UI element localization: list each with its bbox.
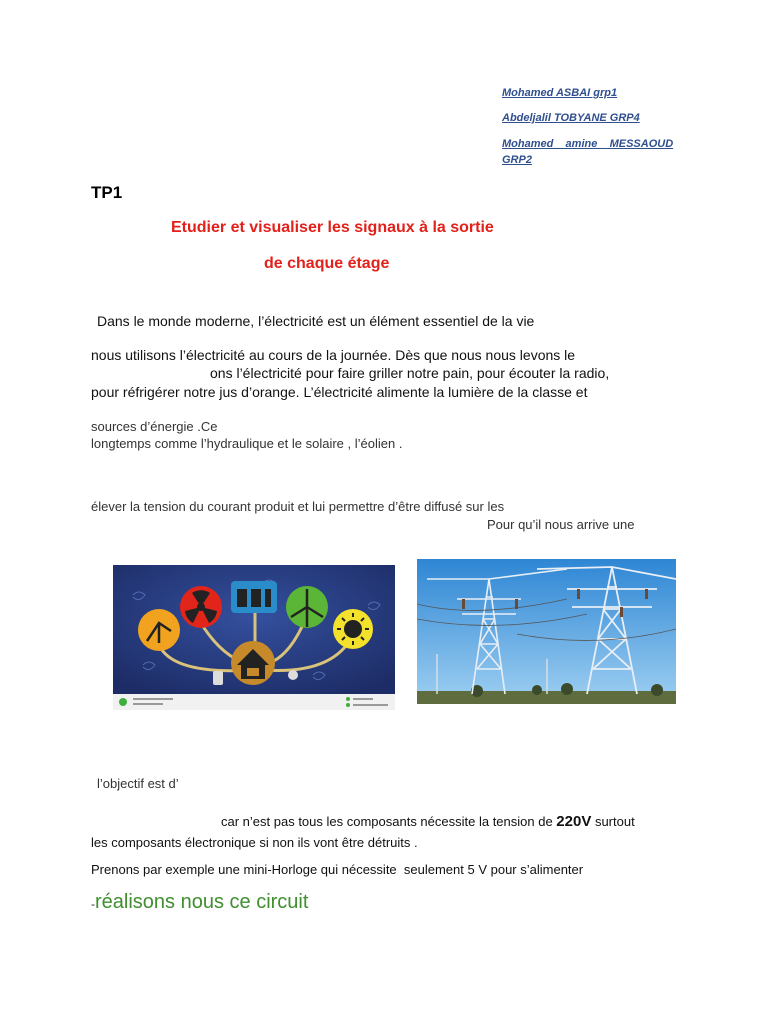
paragraph-6-line-1 <box>221 813 635 830</box>
section-heading-dash: - <box>91 897 95 911</box>
energy-sources-illustration <box>113 565 395 694</box>
paragraph-2-line-2: ons l’électricité pour faire griller notre pain, pour écouter la radio, <box>210 365 610 381</box>
voltage-220v: 220V <box>556 813 592 830</box>
paragraph-3-line-2: longtemps comme l’hydraulique et le solaire , l’éolien . <box>91 436 403 451</box>
paragraph-1: Dans le monde moderne, l’électricité est un élément essentiel de la vie <box>97 313 535 329</box>
energy-sources-image <box>113 565 395 694</box>
power-station-image <box>417 559 676 704</box>
paragraph-4-line-1: élever la tension du courant produit et lui permettre d’être diffusé sur les <box>91 499 505 514</box>
page-title: TP1 <box>91 183 123 202</box>
image-watermark-strip <box>113 694 395 710</box>
author-1: Mohamed ASBAI grp1 <box>502 87 618 99</box>
paragraph-5: l’objectif est d’ <box>97 776 179 791</box>
section-heading-circuit <box>91 891 308 914</box>
paragraph-3-line-1: sources d’énergie .Ce <box>91 419 218 434</box>
paragraph-6-line-2: les composants électronique si non ils vont être détruits . <box>91 835 418 850</box>
paragraph-2-line-1: nous utilisons l’électricité au cours de la journée. Dès que nous nous levons le <box>91 347 576 363</box>
paragraph-7: Prenons par exemple une mini-Horloge qui nécessite seulement 5 V pour s’alimenter <box>91 862 584 877</box>
author-2: Abdeljalil TOBYANE GRP4 <box>502 112 640 124</box>
section-heading-text: réalisons nous ce circuit <box>95 891 309 913</box>
paragraph-6-text-before: car n’est pas tous les composants nécessite la tension de <box>221 814 557 829</box>
author-3-group: GRP2 <box>502 154 532 166</box>
paragraph-6-text-after: surtout <box>591 814 635 829</box>
paragraph-2-line-3: pour réfrigérer notre jus d’orange. L’électricité alimente la lumière de la classe et <box>91 384 588 400</box>
subtitle-line-2: de chaque étage <box>264 255 390 272</box>
electrical-substation-photo <box>417 559 676 704</box>
subtitle-line-1: Etudier et visualiser les signaux à la sortie <box>171 219 494 236</box>
paragraph-4-line-2: Pour qu’il nous arrive une <box>487 517 635 532</box>
author-3: Mohamed amine MESSAOUD <box>502 138 674 150</box>
